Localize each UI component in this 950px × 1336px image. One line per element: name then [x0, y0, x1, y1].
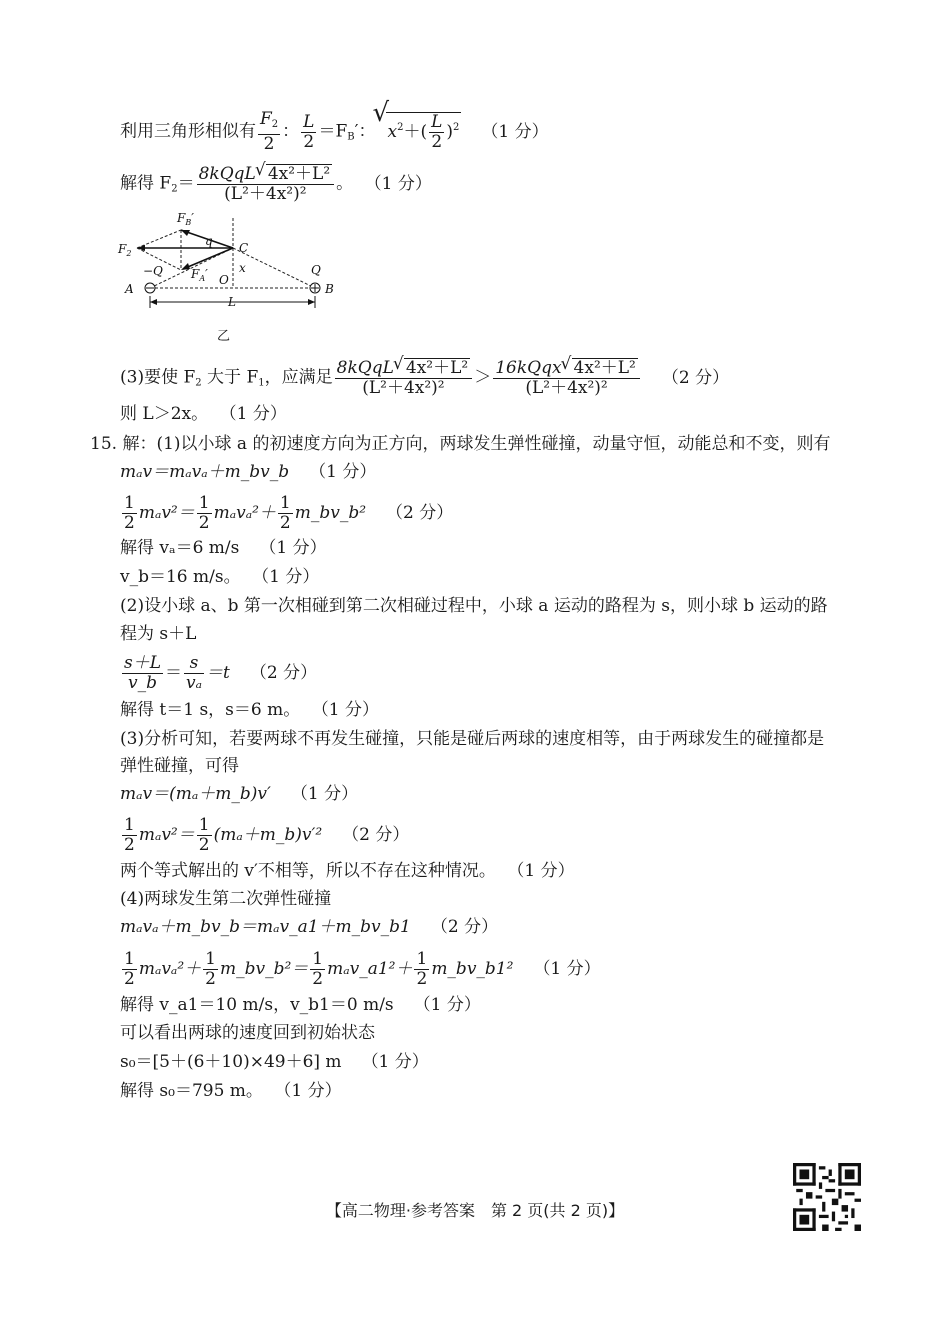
condition-line: (3)要使 $F_2$ 大于 $F_1$，应满足 $\frac{\text{8kQqL√ 4x²＋L²}}{\text{(L²＋4x²)²}}$ ＞ $\frac{\text{16kQqx√ 4x²＋L²}}{\text{(L²＋4x²)²}}$ （2 分） [120, 358, 729, 398]
page-footer: 【高二物理·参考答案 第 2 页(共 2 页)】 [325, 1201, 625, 1220]
q15-t-s: 解得 t＝1 s，s＝6 m。 （1 分） [120, 700, 379, 720]
solution-f2-line: 解得 $F_2=$ $\frac{\text{8kQqL√ 4x²＋L²}}{\text{(L²＋4x²)²}}$ 。 （1 分） [120, 164, 432, 204]
label-A: A [125, 282, 134, 296]
q15-intro: 15. 解：(1)以小球 a 的初速度方向为正方向，两球发生弹性碰撞，动量守恒，动能总和不变，则有 [90, 434, 831, 454]
label-negQ: −Q [143, 264, 163, 278]
label-FA-prime: $F_A'$ [191, 267, 208, 283]
fraction: $\frac{L}{2}$ [303, 111, 315, 152]
q15-s0-result: 解得 s₀＝795 m。 （1 分） [120, 1081, 342, 1101]
q15-momentum2: mₐvₐ＋m_bv_b＝mₐv_a1＋m_bv_b1 （2 分） [120, 917, 499, 937]
q15-part4: (4)两球发生第二次弹性碰撞 [120, 889, 332, 909]
label-O: O [219, 273, 229, 287]
sqrt: √ $x^2+$( $\frac{L}{2}$ )$^2$ [386, 112, 462, 152]
text: 利用三角形相似有 [120, 121, 256, 142]
q15-no-case: 两个等式解出的 v′不相等，所以不存在这种情况。 （1 分） [120, 861, 575, 881]
arrowhead [137, 245, 145, 251]
fraction: $\frac{\text{8kQqL√ 4x²＋L²}}{\text{(L²＋4x²)²}}$ [335, 358, 473, 398]
force-FA-arrow [183, 248, 233, 269]
q15-energy2: $\frac{1}{2}$ mₐvₐ²＋ $\frac{1}{2}$ m_bv_b²＝ $\frac{1}{2}$ mₐv_a1²＋ $\frac{1}{2}$ m_bv_b1² （1 分） [124, 949, 601, 989]
score: （1 分） [481, 121, 549, 142]
figure-label: 乙 [217, 329, 231, 344]
fraction: $\frac{F_2}{2}$ [260, 109, 279, 154]
label-q: q [205, 234, 213, 248]
q15-part3-cont: 弹性碰撞，可得 [120, 756, 239, 776]
arrowhead [181, 263, 190, 270]
score: （1 分） [228, 404, 287, 424]
conclusion-line: 则 L＞2x。 （1 分） [120, 404, 287, 424]
q15-common-v: mₐv＝(mₐ＋m_b)v′ （1 分） [120, 784, 359, 804]
q15-va: 解得 vₐ＝6 m/s （1 分） [120, 538, 327, 558]
label-Q: Q [311, 263, 321, 277]
q15-part3: (3)分析可知，若要两球不再发生碰撞，只能是碰后两球的速度相等，由于两球发生的碰撞都是 [120, 729, 825, 749]
label-x: x [239, 261, 246, 275]
label-FB-prime: $F_B'$ [177, 211, 194, 227]
similar-triangle-line: 利用三角形相似有 $\frac{F_2}{2}$ ： $\frac{L}{2}$ $=F_B'$：√ $x^2+$( $\frac{L}{2}$ )$^2$ （1 分） [120, 110, 549, 154]
q15-momentum: mₐv＝mₐvₐ＋m_bv_b （1 分） [120, 462, 377, 482]
label-L: L [228, 295, 236, 309]
arrowhead [150, 299, 157, 305]
label-B: B [325, 282, 334, 296]
q15-time-eq: $\frac{s+L}{v\_b}$ ＝ $\frac{s}{\text{vₐ}}$ ＝t （2 分） [124, 653, 318, 693]
fraction: $\frac{\text{16kQqx√ 4x²＋L²}}{\text{(L²＋4x²)²}}$ [493, 358, 640, 398]
force-diagram [113, 208, 363, 348]
q15-vb: v_b＝16 m/s。 （1 分） [120, 567, 320, 587]
label-F2: $F_2$ [118, 242, 132, 258]
label-C: C [239, 241, 249, 255]
arrowhead [308, 299, 315, 305]
q15-energy-common: $\frac{1}{2}$ mₐv²＝ $\frac{1}{2}$ (mₐ＋m_b)v′² （2 分） [124, 815, 410, 855]
score: （1 分） [373, 173, 432, 194]
fraction: $\frac{\text{8kQqL√ 4x²＋L²}}{\text{(L²＋4x²)²}}$ [197, 164, 335, 204]
q15-velocities: 解得 v_a1＝10 m/s，v_b1＝0 m/s （1 分） [120, 995, 481, 1015]
q15-initial-state: 可以看出两球的速度回到初始状态 [120, 1023, 375, 1043]
dashed-F2-top [137, 230, 181, 248]
q15-energy: $\frac{1}{2}$ mₐv²＝ $\frac{1}{2}$ mₐvₐ²＋ $\frac{1}{2}$ m_bv_b² （2 分） [124, 493, 454, 533]
q15-part2-cont: 程为 s＋L [120, 624, 197, 644]
q15-part2: (2)设小球 a、b 第一次相碰到第二次相碰过程中，小球 a 运动的路程为 s，则小球 b 运动的路 [120, 596, 828, 616]
q15-s0-expr: s₀＝[5＋(6＋10)×49＋6] m （1 分） [120, 1052, 429, 1072]
score: （2 分） [661, 367, 730, 388]
